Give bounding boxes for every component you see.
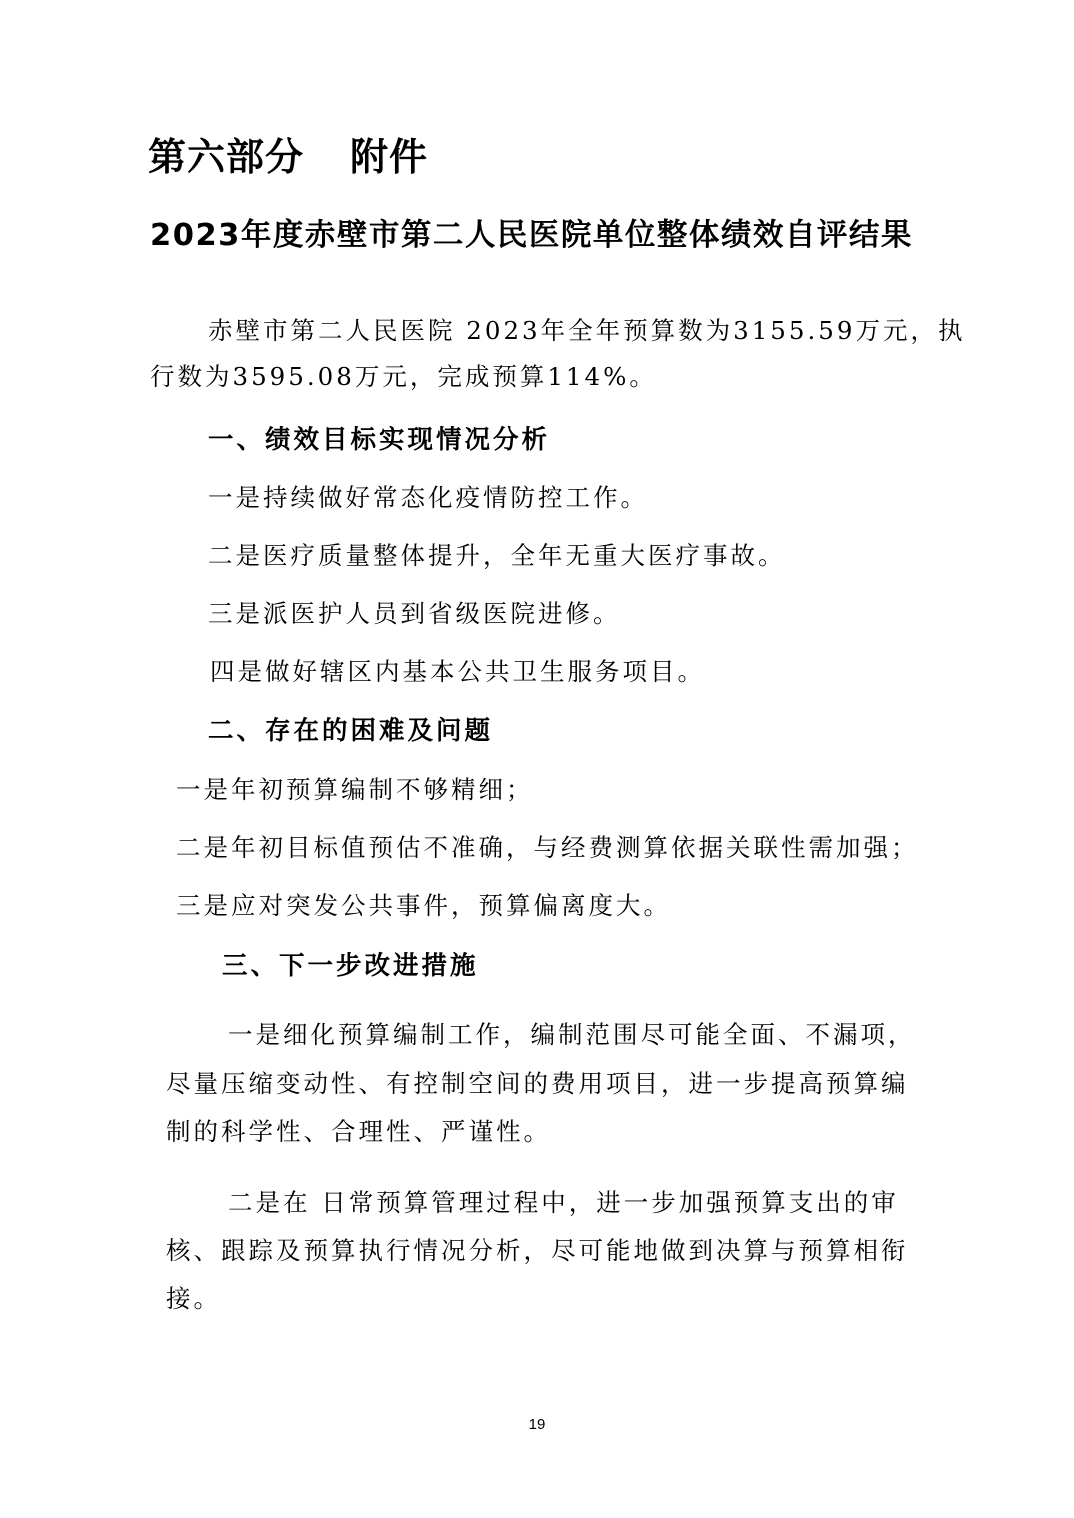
section3-para2-line: 核、跟踪及预算执行情况分析，尽可能地做到决算与预算相衔 [166,1236,909,1265]
section3-para1-line: 制的科学性、合理性、严谨性。 [166,1117,551,1146]
part-heading [148,126,428,181]
document-title: 2023年度赤壁市第二人民医院单位整体绩效自评结果 [150,218,913,253]
section3-para2-line: 二是在 日常预算管理过程中，进一步加强预算支出的审 [228,1188,899,1217]
part-title: 附件 [350,135,429,179]
section1-item: 一是持续做好常态化疫情防控工作。 [208,483,648,512]
page-number: 19 [528,1416,546,1433]
section3-para1-line: 一是细化预算编制工作，编制范围尽可能全面、不漏项， [228,1020,916,1049]
section1-item: 三是派医护人员到省级医院进修。 [208,599,621,628]
section2-item: 二是年初目标值预估不准确，与经费测算依据关联性需加强； [176,833,919,862]
section3-heading: 三、下一步改进措施 [222,951,479,981]
part-label: 第六部分 [148,135,305,179]
section2-item: 三是应对突发公共事件，预算偏离度大。 [176,891,671,920]
intro-line-1: 赤壁市第二人民医院 2023年全年预算数为3155.59万元，执 [208,316,966,345]
section2-item: 一是年初预算编制不够精细； [176,775,534,804]
section1-item: 四是做好辖区内基本公共卫生服务项目。 [210,657,705,686]
section3-para2-line: 接。 [166,1284,221,1313]
section2-heading: 二、存在的困难及问题 [208,716,494,746]
section3-para1-line: 尽量压缩变动性、有控制空间的费用项目，进一步提高预算编 [166,1069,909,1098]
section1-heading: 一、绩效目标实现情况分析 [208,425,551,455]
section1-item: 二是医疗质量整体提升，全年无重大医疗事故。 [208,541,786,570]
intro-line-2: 行数为3595.08万元，完成预算114%。 [150,362,657,391]
